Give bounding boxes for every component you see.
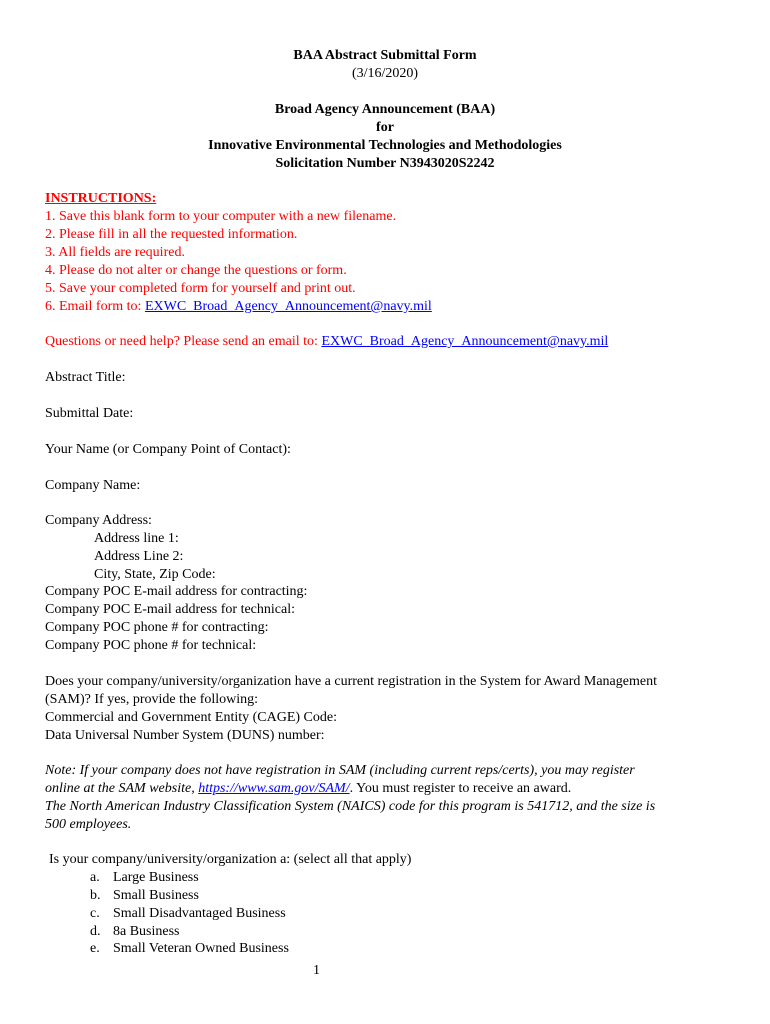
poc-phone-technical-label: Company POC phone # for technical:: [45, 638, 257, 653]
note-line3: The North American Industry Classification System (NAICS) code for this program is 541712, and the size is: [45, 799, 656, 814]
poc-email-technical-label: Company POC E-mail address for technical:: [45, 602, 295, 617]
address-line1-label: Address line 1:: [94, 531, 179, 546]
abstract-title-label: Abstract Title:: [45, 370, 126, 385]
help-email-link[interactable]: EXWC_Broad_Agency_Announcement@navy.mil: [321, 334, 609, 349]
option-letter: a.: [90, 870, 100, 885]
instruction-item: 3. All fields are required.: [45, 245, 185, 260]
address-line2-label: Address Line 2:: [94, 549, 184, 564]
option-letter: b.: [90, 888, 101, 903]
solicitation-number: Solicitation Number N3943020S2242: [275, 156, 495, 171]
instruction-item: 2. Please fill in all the requested information.: [45, 227, 298, 242]
sam-question-line1: Does your company/university/organization have a current registration in the System for Award Management: [45, 674, 657, 689]
poc-phone-contracting-label: Company POC phone # for contracting:: [45, 620, 269, 635]
help-line: [45, 333, 608, 351]
sam-question-line2: (SAM)? If yes, provide the following:: [45, 692, 259, 707]
business-option-8a: 8a Business: [113, 924, 180, 939]
instruction-item: 1. Save this blank form to your computer with a new filename.: [45, 209, 397, 224]
page-number: 1: [313, 963, 320, 978]
instructions-heading: INSTRUCTIONS:: [45, 191, 157, 206]
note-line2-prefix: online at the SAM website,: [45, 781, 199, 796]
business-option-veteran-owned: Small Veteran Owned Business: [113, 941, 289, 956]
instruction-item-email: [45, 298, 432, 316]
submittal-date-label: Submittal Date:: [45, 406, 134, 421]
company-address-label: Company Address:: [45, 513, 152, 528]
instruction-email-prefix: 6. Email form to:: [45, 299, 145, 314]
sam-website-link[interactable]: https://www.sam.gov/SAM/: [198, 781, 350, 796]
company-name-label: Company Name:: [45, 478, 141, 493]
form-title: BAA Abstract Submittal Form: [293, 48, 477, 63]
option-letter: c.: [90, 906, 100, 921]
city-state-zip-label: City, State, Zip Code:: [94, 567, 216, 582]
for-heading: for: [376, 120, 394, 135]
baa-heading: Broad Agency Announcement (BAA): [274, 102, 496, 117]
option-letter: e.: [90, 941, 100, 956]
poc-email-contracting-label: Company POC E-mail address for contracting:: [45, 584, 308, 599]
option-letter: d.: [90, 924, 101, 939]
note-line2: [45, 780, 571, 798]
cage-code-label: Commercial and Government Entity (CAGE) Code:: [45, 710, 337, 725]
business-option-large: Large Business: [113, 870, 199, 885]
instruction-item: 4. Please do not alter or change the questions or form.: [45, 263, 347, 278]
your-name-label: Your Name (or Company Point of Contact):: [45, 442, 291, 457]
business-type-question: Is your company/university/organization a: (select all that apply): [49, 852, 412, 867]
duns-number-label: Data Universal Number System (DUNS) number:: [45, 728, 325, 743]
instruction-item: 5. Save your completed form for yourself and print out.: [45, 281, 356, 296]
note-line1: Note: If your company does not have registration in SAM (including current reps/certs), you may register: [45, 763, 635, 778]
instructions-email-link[interactable]: EXWC_Broad_Agency_Announcement@navy.mil: [144, 299, 432, 314]
note-line4: 500 employees.: [45, 817, 132, 832]
business-option-small-disadvantaged: Small Disadvantaged Business: [113, 906, 286, 921]
help-prefix: Questions or need help? Please send an email to:: [45, 334, 322, 349]
note-line2-suffix: . You must register to receive an award.: [349, 781, 572, 796]
program-heading: Innovative Environmental Technologies and Methodologies: [208, 138, 562, 153]
business-option-small: Small Business: [113, 888, 199, 903]
form-date: (3/16/2020): [351, 66, 419, 81]
